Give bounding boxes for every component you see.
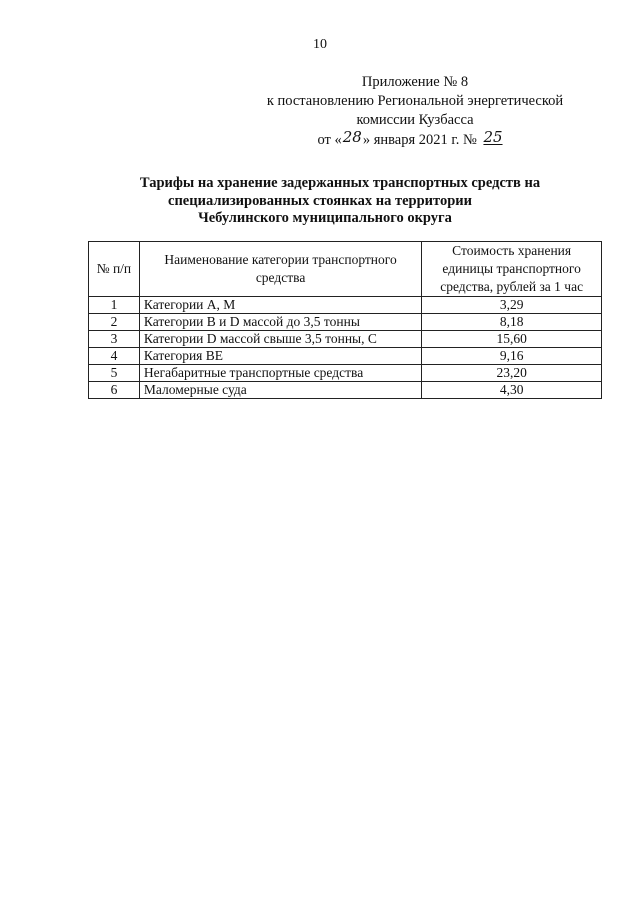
table-row: [89, 348, 602, 365]
row-category: Категории В и D массой до 3,5 тонны: [139, 314, 421, 331]
appendix-header: [240, 73, 590, 150]
row-number: 4: [89, 348, 140, 365]
row-cost: 15,60: [422, 331, 602, 348]
appendix-resolution: к постановлению Региональной энергетической: [266, 93, 564, 109]
table-header-row: [89, 242, 602, 297]
appendix-commission: комиссии Кузбасса: [356, 112, 474, 128]
handwritten-date-day: 28: [342, 128, 362, 146]
page-number: 10: [313, 37, 327, 52]
row-number: 2: [89, 314, 140, 331]
row-category: Маломерные суда: [139, 382, 421, 399]
table-row: [89, 314, 602, 331]
table-row: [89, 365, 602, 382]
row-cost: 4,30: [422, 382, 602, 399]
row-cost: 3,29: [422, 297, 602, 314]
row-cost: 9,16: [422, 348, 602, 365]
row-cost: 23,20: [422, 365, 602, 382]
row-cost: 8,18: [422, 314, 602, 331]
title-line-1: Тарифы на хранение задержанных транспортных средств на: [139, 175, 541, 191]
header-storage-cost: Стоимость хранения единицы транспортного средства, рублей за 1 час: [422, 242, 602, 297]
table-row: [89, 382, 602, 399]
row-category: Категория ВЕ: [139, 348, 421, 365]
appendix-title: Приложение № 8: [361, 74, 469, 90]
header-number: № п/п: [89, 242, 140, 297]
date-prefix: от «: [317, 132, 342, 148]
header-category-name: Наименование категории транспортного средства: [139, 242, 421, 297]
tariff-table: [88, 241, 602, 399]
title-line-2: специализированных стоянках на территории: [168, 192, 472, 209]
appendix-date-line: [240, 130, 590, 150]
document-title: [110, 175, 570, 228]
table-row: [89, 297, 602, 314]
table-row: [89, 331, 602, 348]
row-category: Негабаритные транспортные средства: [139, 365, 421, 382]
date-suffix: » января 2021 г. №: [362, 132, 477, 148]
row-number: 6: [89, 382, 140, 399]
row-number: 5: [89, 365, 140, 382]
row-category: Категории А, М: [139, 297, 421, 314]
handwritten-document-number: 25: [483, 128, 503, 146]
title-line-3: Чебулинского муниципального округа: [198, 210, 452, 226]
row-number: 3: [89, 331, 140, 348]
row-number: 1: [89, 297, 140, 314]
row-category: Категории D массой свыше 3,5 тонны, С: [139, 331, 421, 348]
